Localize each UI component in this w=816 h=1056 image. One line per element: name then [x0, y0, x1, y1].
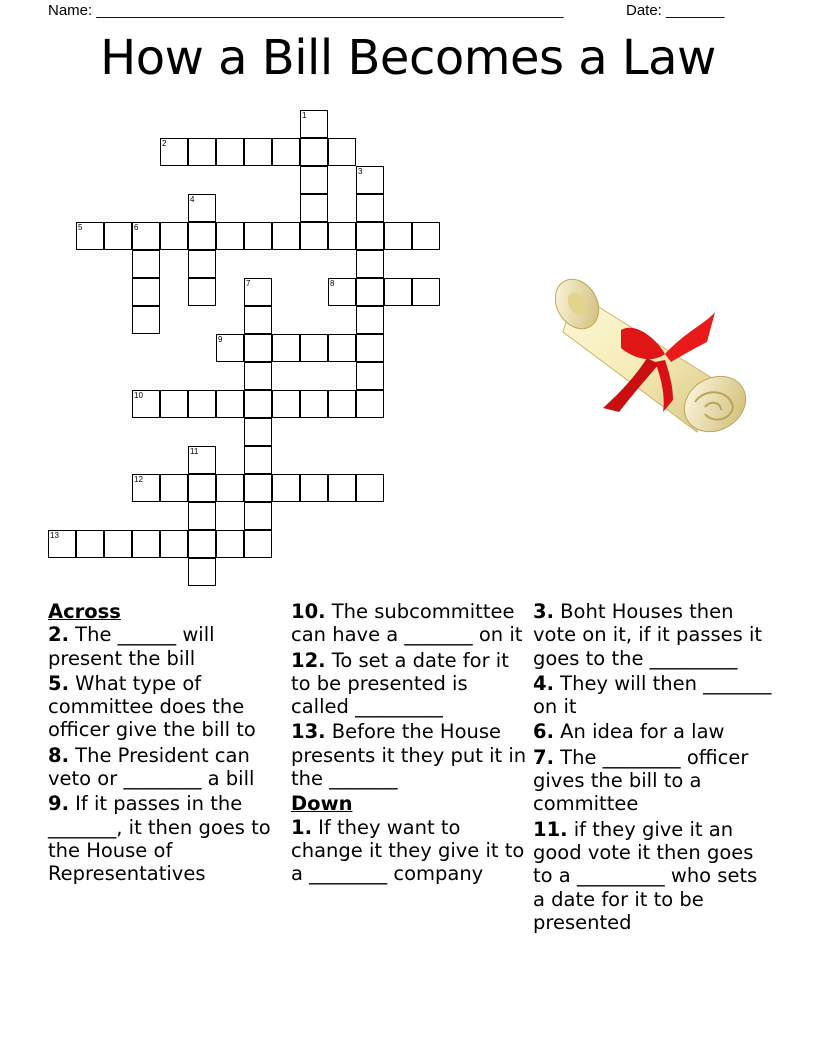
grid-cell	[216, 390, 244, 418]
clue-across-2: 2. The ______ will present the bill	[48, 623, 215, 670]
date-field-label: Date: _______	[626, 2, 725, 19]
grid-cell	[328, 474, 356, 502]
grid-cell	[244, 278, 272, 306]
grid-cell	[356, 390, 384, 418]
grid-cell	[216, 474, 244, 502]
clue-across-5: 5. What type of committee does the officer give the bill to	[48, 671, 256, 742]
grid-cell	[160, 138, 188, 166]
grid-cell	[132, 474, 160, 502]
grid-cell	[104, 530, 132, 558]
cell-number: 5	[78, 223, 83, 232]
cell-number: 1	[302, 111, 307, 120]
grid-cell	[328, 138, 356, 166]
grid-cell	[160, 222, 188, 250]
clues-column-2	[291, 600, 531, 888]
clue-across-9: 9. If it passes in the _______, it then goes to the House of Representatives	[48, 792, 271, 886]
clue-down-4: 4. They will then _______ on it	[533, 671, 772, 719]
grid-cell	[216, 222, 244, 250]
grid-cell	[356, 222, 384, 250]
clue-down-6: 6. An idea for a law	[533, 720, 725, 744]
down-heading: Down	[291, 792, 353, 816]
grid-cell	[328, 278, 356, 306]
grid-cell	[244, 418, 272, 446]
grid-cell	[412, 222, 440, 250]
cell-number: 7	[246, 279, 251, 288]
grid-cell	[300, 222, 328, 250]
cell-number: 12	[134, 475, 143, 484]
grid-cell	[356, 194, 384, 222]
grid-cell	[300, 474, 328, 502]
diploma-scroll-icon	[555, 262, 755, 452]
name-field-label: Name: ________________________________________________________	[48, 2, 564, 19]
grid-cell	[216, 530, 244, 558]
grid-cell	[244, 446, 272, 474]
grid-cell	[356, 278, 384, 306]
grid-cell	[132, 390, 160, 418]
grid-cell	[188, 446, 216, 474]
grid-cell	[244, 334, 272, 362]
grid-cell	[300, 166, 328, 194]
grid-cell	[216, 334, 244, 362]
grid-cell	[384, 278, 412, 306]
cell-number: 4	[190, 195, 195, 204]
clue-down-7: 7. The ________ officer gives the bill to a committee	[533, 745, 749, 816]
grid-cell	[188, 530, 216, 558]
grid-cell	[104, 222, 132, 250]
grid-cell	[188, 502, 216, 530]
grid-cell	[328, 222, 356, 250]
grid-cell	[300, 194, 328, 222]
grid-cell	[188, 558, 216, 586]
cell-number: 8	[330, 279, 335, 288]
grid-cell	[356, 250, 384, 278]
grid-cell	[272, 138, 300, 166]
across-heading: Across	[48, 600, 121, 623]
grid-cell	[272, 334, 300, 362]
grid-cell	[356, 306, 384, 334]
grid-cell	[188, 138, 216, 166]
grid-cell	[188, 250, 216, 278]
clues-column-1	[48, 600, 288, 888]
grid-cell	[272, 222, 300, 250]
cell-number: 13	[50, 531, 59, 540]
grid-cell	[76, 530, 104, 558]
cell-number: 2	[162, 139, 167, 148]
grid-cell	[272, 390, 300, 418]
grid-cell	[384, 222, 412, 250]
grid-cell	[356, 334, 384, 362]
grid-cell	[188, 222, 216, 250]
grid-cell	[132, 278, 160, 306]
clue-down-3: 3. Boht Houses then vote on it, if it passes it goes to the _________	[533, 600, 763, 670]
grid-cell	[132, 222, 160, 250]
grid-cell	[300, 334, 328, 362]
grid-cell	[244, 530, 272, 558]
grid-cell	[300, 110, 328, 138]
grid-cell	[244, 390, 272, 418]
grid-cell	[328, 334, 356, 362]
grid-cell	[244, 138, 272, 166]
grid-cell	[356, 474, 384, 502]
grid-cell	[412, 278, 440, 306]
grid-cell	[76, 222, 104, 250]
grid-cell	[188, 278, 216, 306]
grid-cell	[216, 138, 244, 166]
grid-cell	[244, 362, 272, 390]
clue-across-13: 13. Before the House presents it they put it in the _______	[291, 720, 527, 791]
grid-cell	[160, 390, 188, 418]
grid-cell	[244, 222, 272, 250]
clues-column-3	[533, 600, 773, 936]
clue-down-11: 11. if they give it an good vote it then goes to a _________ who sets a date for it to be presented	[533, 817, 758, 934]
clue-across-10: 10. The subcommittee can have a _______ on it	[291, 600, 523, 647]
grid-cell	[132, 250, 160, 278]
cell-number: 9	[218, 335, 223, 344]
grid-cell	[160, 530, 188, 558]
grid-cell	[300, 390, 328, 418]
cell-number: 11	[190, 447, 199, 456]
cell-number: 3	[358, 167, 363, 176]
grid-cell	[188, 390, 216, 418]
cell-number: 6	[134, 223, 139, 232]
clue-across-8: 8. The President can veto or ________ a bill	[48, 743, 255, 791]
clue-down-1: 1. If they want to change it they give it to a ________ company	[291, 815, 525, 886]
grid-cell	[132, 530, 160, 558]
grid-cell	[356, 166, 384, 194]
grid-cell	[48, 530, 76, 558]
grid-cell	[300, 138, 328, 166]
clue-across-12: 12. To set a date for it to be presented is called _________	[291, 648, 509, 719]
grid-cell	[188, 474, 216, 502]
grid-cell	[244, 306, 272, 334]
grid-cell	[132, 306, 160, 334]
grid-cell	[356, 362, 384, 390]
grid-cell	[272, 474, 300, 502]
grid-cell	[160, 474, 188, 502]
page-title: How a Bill Becomes a Law	[100, 30, 716, 86]
grid-cell	[244, 502, 272, 530]
grid-cell	[328, 390, 356, 418]
grid-cell	[244, 474, 272, 502]
cell-number: 10	[134, 391, 143, 400]
grid-cell	[188, 194, 216, 222]
